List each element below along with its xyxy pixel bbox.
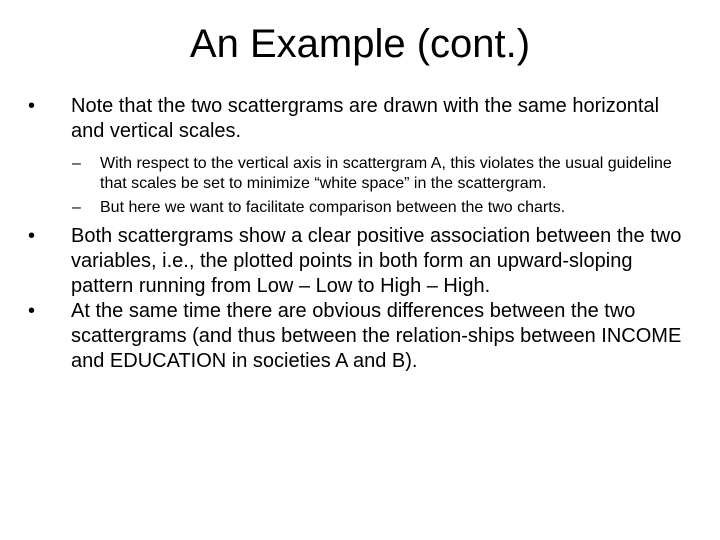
bullet-item [28,94,688,144]
sub-bullet-item [28,198,688,218]
bullet-marker: • [28,300,36,322]
sub-bullet-marker: – [72,155,81,172]
slide-title: An Example (cont.) [189,22,531,66]
bullet-marker: • [28,225,36,247]
bullet-item [28,224,688,299]
sub-bullet-text: With respect to the vertical axis in scattergram A, this violates the usual guideline that scales be set to minimize “white space” in the scattergram. [100,155,672,192]
bullet-marker: • [28,95,36,117]
bullet-item [28,299,688,374]
bullet-text: Note that the two scattergrams are drawn with the same horizontal and vertical scales. [71,95,660,142]
sub-bullet-item [28,154,688,194]
slide-body [28,94,688,374]
bullet-text: Both scattergrams show a clear positive association between the two variables, i.e., the plotted points in both form an upward-sloping pattern running from Low – Low to High – High. [71,225,682,297]
bullet-text: At the same time there are obvious differences between the two scattergrams (and thus between the relation-ships between INCOME and EDUCATION in societies A and B). [71,300,682,372]
sub-bullet-marker: – [72,199,81,216]
sub-bullet-text: But here we want to facilitate comparison between the two charts. [100,199,566,216]
